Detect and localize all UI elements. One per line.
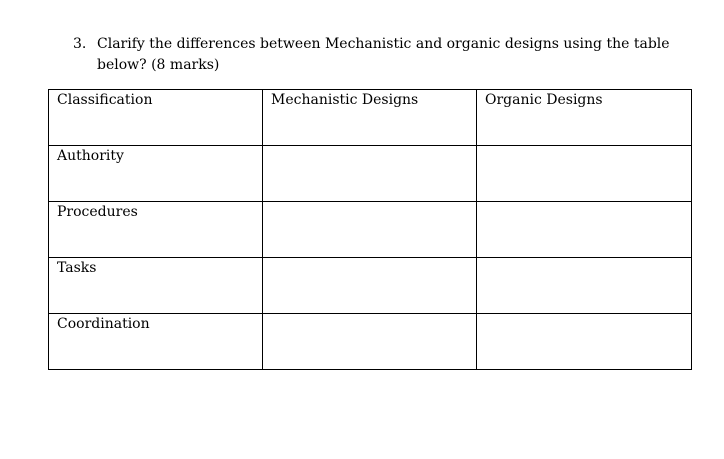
answer-cell-mechanistic-tasks (263, 258, 477, 314)
answer-cell-organic-tasks (477, 258, 692, 314)
answer-cell-mechanistic-coordination (263, 314, 477, 370)
header-cell-mechanistic-designs: Mechanistic Designs (263, 90, 477, 146)
row-label-tasks: Tasks (49, 258, 263, 314)
answer-cell-mechanistic-procedures (263, 202, 477, 258)
table-header-row (49, 90, 692, 146)
table-row (49, 258, 692, 314)
question-number: 3. (73, 36, 87, 52)
table-row (49, 202, 692, 258)
table-row (49, 314, 692, 370)
row-label-authority: Authority (49, 146, 263, 202)
question-block (73, 34, 693, 76)
question-text: Clarify the differences between Mechanistic and organic designs using the table below? (8 marks) (97, 36, 670, 73)
answer-cell-organic-procedures (477, 202, 692, 258)
header-cell-organic-designs: Organic Designs (477, 90, 692, 146)
header-cell-classification: Classification (49, 90, 263, 146)
comparison-table (48, 89, 692, 370)
row-label-procedures: Procedures (49, 202, 263, 258)
row-label-coordination: Coordination (49, 314, 263, 370)
answer-cell-mechanistic-authority (263, 146, 477, 202)
answer-cell-organic-coordination (477, 314, 692, 370)
table-row (49, 146, 692, 202)
answer-cell-organic-authority (477, 146, 692, 202)
